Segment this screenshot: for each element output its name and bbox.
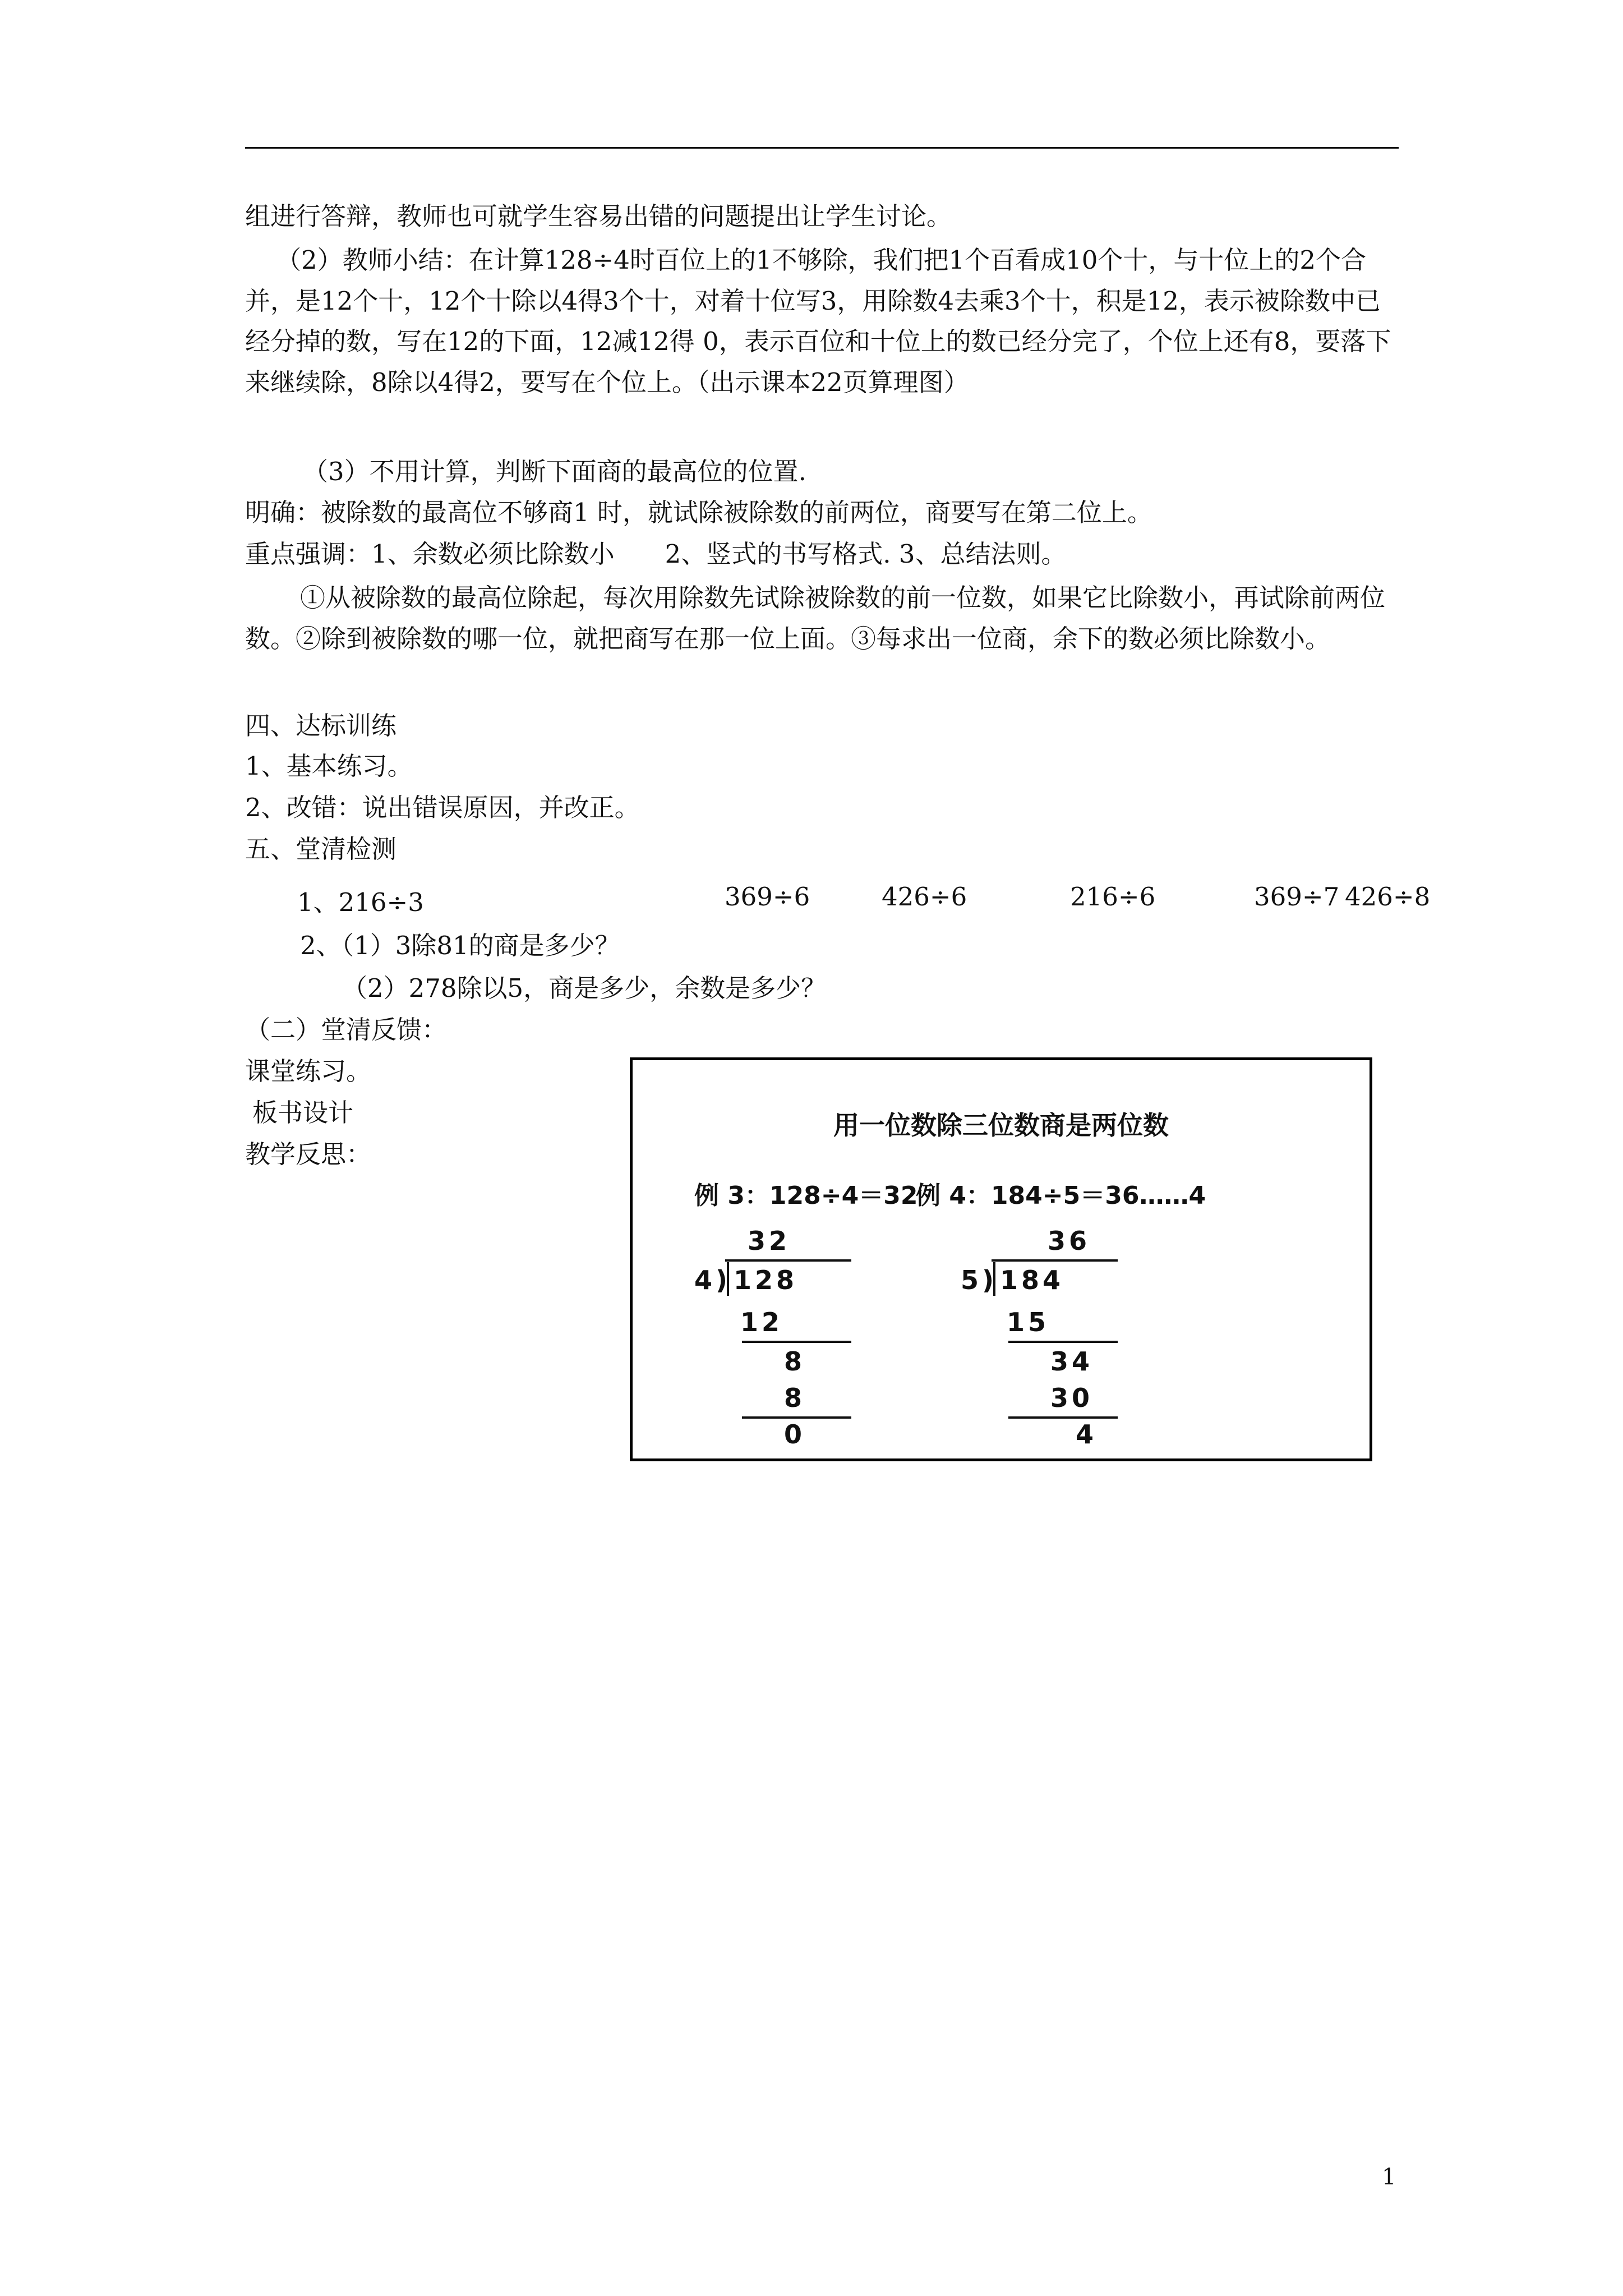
right-step1-bar	[1008, 1341, 1118, 1343]
paragraph-continuation: 组进行答辩，教师也可就学生容易出错的问题提出让学生讨论。	[245, 201, 952, 231]
right-dividend: 184	[1000, 1265, 1064, 1295]
left-step2: 8	[784, 1346, 806, 1377]
basic-practice: 1、基本练习。	[245, 751, 413, 781]
right-remainder: 4	[1076, 1419, 1098, 1450]
board-design-label: 板书设计	[252, 1098, 354, 1128]
left-division-bracket	[727, 1262, 729, 1296]
left-step3-bar	[742, 1416, 851, 1419]
section-4-heading: 四、达标训练	[245, 711, 397, 740]
board-title: 用一位数除三位数商是两位数	[833, 1110, 1169, 1140]
example-4-equation: 例 4：184÷5＝36……4	[916, 1181, 1206, 1210]
right-divisor: 5)	[961, 1265, 998, 1295]
correction-practice: 2、改错：说出错误原因，并改正。	[245, 793, 640, 822]
exercise-item: 216÷6	[1070, 882, 1156, 912]
left-dividend: 128	[734, 1265, 798, 1295]
teaching-reflection-label: 教学反思：	[245, 1139, 372, 1169]
right-step3: 30	[1050, 1383, 1094, 1413]
class-practice: 课堂练习。	[245, 1056, 372, 1086]
section-5-heading: 五、堂清检测	[245, 834, 397, 864]
right-quotient: 36	[1048, 1226, 1091, 1256]
header-rule	[245, 147, 1399, 149]
left-step3: 8	[784, 1383, 806, 1413]
exercise-2-question-1: 2、（1）3除81的商是多少？	[300, 931, 620, 960]
teacher-summary-paragraph: （2）教师小结：在计算128÷4时百位上的1不够除，我们把1个百看成10个十，与十位上的2个合并，是12个十，12个十除以4得3个十，对着十位写3，用除数4去乘3个十，积是12，表示被除数中已经分掉的数，写在12的下面，12减12得 0，表示百位和十位上的数已经分完了，个位上还有8，要落下来继续除，8除以4得2，要写在个位上。（出示课本22页算理图）	[245, 245, 1391, 397]
exercise-item: 426÷8	[1345, 882, 1431, 912]
left-step1-bar	[742, 1341, 851, 1343]
example-3-equation: 例 3：128÷4＝32	[694, 1181, 918, 1210]
exercise-2-question-2: （2）278除以5，商是多少，余数是多少？	[342, 973, 827, 1003]
item-3-heading: （3）不用计算，判断下面商的最高位的位置.	[303, 457, 806, 486]
rules-paragraph: ①从被除数的最高位除起，每次用除数先试除被除数的前一位数，如果它比除数小，再试除前两位数。②除到被除数的哪一位，就把商写在那一位上面。③每求出一位商，余下的数必须比除数小。	[245, 583, 1386, 654]
exercise-item: 426÷6	[882, 882, 967, 912]
left-quotient-bar	[725, 1259, 851, 1262]
exercise-item: 369÷6	[725, 882, 810, 912]
right-step1: 15	[1007, 1307, 1050, 1337]
page-number: 1	[1382, 2164, 1396, 2190]
left-remainder: 0	[784, 1419, 806, 1450]
key-points-line: 重点强调：1、余数必须比除数小 2、竖式的书写格式. 3、总结法则。	[245, 539, 1067, 569]
exercise-1-label: 1、216÷3	[297, 887, 424, 917]
left-quotient: 32	[748, 1226, 791, 1256]
board-design-figure	[630, 1057, 1372, 1461]
clarification-line: 明确：被除数的最高位不够商1 时，就试除被除数的前两位，商要写在第二位上。	[245, 498, 1152, 527]
left-divisor: 4)	[694, 1265, 731, 1295]
feedback-heading: （二）堂清反馈：	[245, 1015, 448, 1045]
right-step2: 34	[1050, 1346, 1094, 1377]
left-step1: 12	[740, 1307, 783, 1337]
exercise-item: 369÷7	[1254, 882, 1340, 912]
right-division-bracket	[993, 1262, 995, 1296]
right-quotient-bar	[992, 1259, 1118, 1262]
right-step3-bar	[1008, 1416, 1118, 1419]
